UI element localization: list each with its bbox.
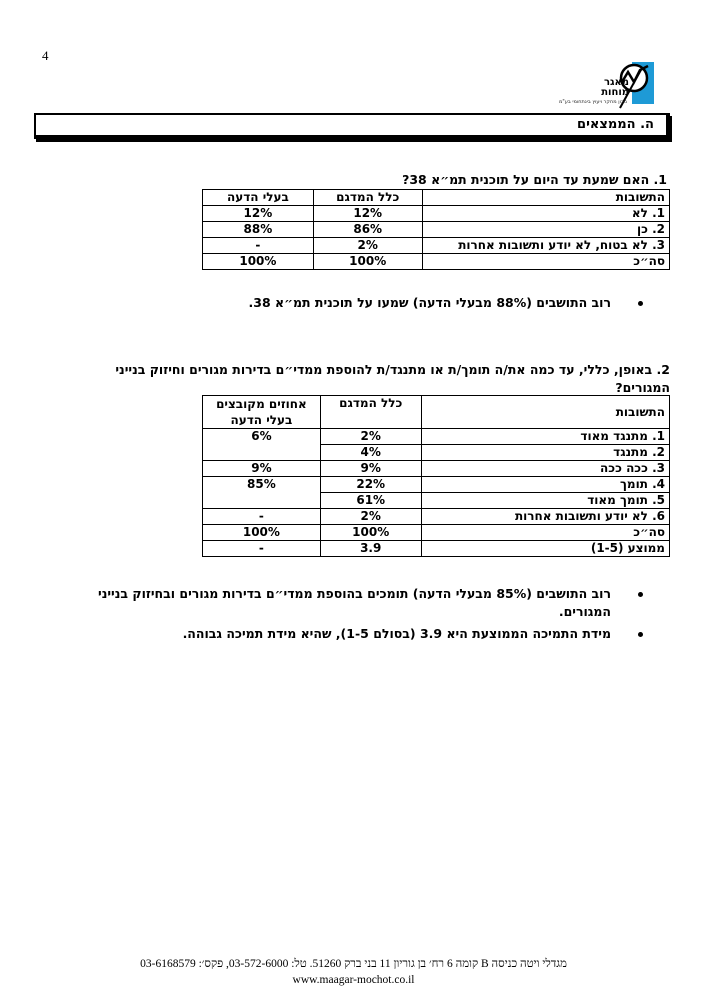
opinion-holders-cell: 12% (203, 206, 314, 222)
answer-cell: 4. תומך (421, 477, 669, 493)
question-1-findings (63, 294, 643, 316)
answer-cell: 3. ככה ככה (421, 461, 669, 477)
answer-cell: 2. כן (422, 222, 669, 238)
grouped-cell: 6% (203, 429, 321, 461)
bullet-icon (638, 632, 643, 637)
total-sample-cell: 12% (313, 206, 422, 222)
total-sample-cell: 86% (313, 222, 422, 238)
header-total-sample: כלל המדגם (313, 190, 422, 206)
opinion-holders-cell: 88% (203, 222, 314, 238)
footer-website[interactable]: www.maagar-mochot.co.il (292, 974, 415, 986)
table-row (203, 222, 670, 238)
answer-cell: 2. מתנגד (421, 445, 669, 461)
table-row-total (203, 525, 670, 541)
total-sample-cell: 2% (313, 238, 422, 254)
table-header-row (203, 396, 670, 429)
logo-name-line2: מוחות (601, 87, 629, 98)
finding-text: רוב התושבים (88% מבעלי הדעה) שמעו על תוכנית תמ״א 38. (248, 295, 611, 310)
finding-bullet (43, 625, 643, 643)
question-2-title: 2. באופן, כללי, עד כמה את/ה תומך/ת או מתנגד/ת להוספת ממדי״ם בדירות מגורים וחיזוק בנייני המגורים? (115, 362, 670, 395)
header-total-sample: כלל המדגם (320, 396, 421, 429)
total-sample-cell: 9% (320, 461, 421, 477)
footer-address: מגדלי ויטה כניסה B קומה 6 רח׳ בן גוריון 11 בני ברק 51260. טל: 03-572-6000, פקס׳: 03-6168579 (140, 958, 567, 970)
answer-cell: 1. לא (422, 206, 669, 222)
question-1-table (202, 189, 670, 270)
total-sample-cell: 2% (320, 429, 421, 445)
table-row-average (203, 541, 670, 557)
grouped-cell: 85% (203, 477, 321, 509)
bullet-icon (638, 592, 643, 597)
total-sample-cell: 4% (320, 445, 421, 461)
page-number: 4 (42, 48, 49, 63)
answer-cell: 1. מתנגד מאוד (421, 429, 669, 445)
table-row (203, 477, 670, 493)
total-sample-cell: 22% (320, 477, 421, 493)
table-row (203, 429, 670, 445)
finding-text: מידת התמיכה הממוצעת היא 3.9 (בסולם 1-5), שהיא מידת תמיכה גבוהה. (182, 626, 611, 641)
question-1-title: 1. האם שמעת עד היום על תוכנית תמ״א 38? (402, 172, 667, 187)
answer-cell: 6. לא יודע ותשובות אחרות (421, 509, 669, 525)
grouped-cell: 9% (203, 461, 321, 477)
finding-bullet (63, 294, 643, 312)
logo-subtitle: מכון מחקר ויעוץ בינתחומי בע"מ (559, 99, 627, 105)
logo-name-line1: מאגר (603, 77, 629, 88)
table-header-row (203, 190, 670, 206)
answer-cell: סה״כ (421, 525, 669, 541)
bullet-icon (638, 301, 643, 306)
answer-cell: 5. תומך מאוד (421, 493, 669, 509)
logo-name (601, 78, 629, 98)
total-sample-cell: 100% (313, 254, 422, 270)
question-2-table (202, 395, 670, 557)
table-row (203, 461, 670, 477)
section-title: ה. הממצאים (577, 117, 654, 132)
table-row (203, 238, 670, 254)
question-2-findings (43, 585, 643, 647)
answer-cell: סה״כ (422, 254, 669, 270)
grouped-cell: - (203, 509, 321, 525)
total-sample-cell: 2% (320, 509, 421, 525)
table-row (203, 206, 670, 222)
opinion-holders-cell: 100% (203, 254, 314, 270)
grouped-cell: 100% (203, 525, 321, 541)
table-row (203, 509, 670, 525)
finding-text: רוב התושבים (85% מבעלי הדעה) תומכים בהוספת ממדי״ם בדירות מגורים ובחיזוק בנייני המגורים. (98, 586, 611, 619)
answer-cell: 3. לא בטוח, לא יודע ותשובות אחרות (422, 238, 669, 254)
header-grouped-opinion-holders: אחוזים מקובצים בעלי הדעה (203, 396, 321, 429)
opinion-holders-cell: - (203, 238, 314, 254)
total-sample-cell: 3.9 (320, 541, 421, 557)
section-heading-box (34, 113, 670, 139)
finding-bullet (43, 585, 643, 621)
grouped-cell: - (203, 541, 321, 557)
header-opinion-holders: בעלי הדעה (203, 190, 314, 206)
header-answers: התשובות (422, 190, 669, 206)
table-row-total (203, 254, 670, 270)
total-sample-cell: 61% (320, 493, 421, 509)
header-answers: התשובות (421, 396, 669, 429)
total-sample-cell: 100% (320, 525, 421, 541)
answer-cell: ממוצע (1-5) (421, 541, 669, 557)
